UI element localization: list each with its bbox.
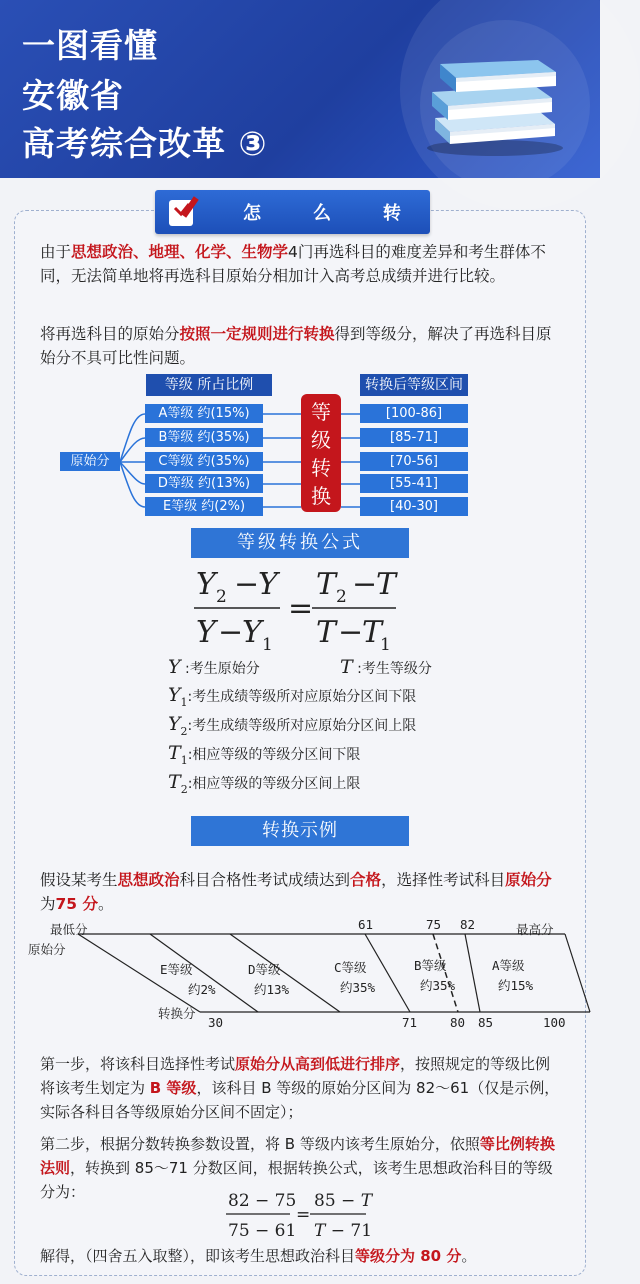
legend-text: :考生成绩等级所对应原始分区间下限 [187, 689, 417, 705]
text: 为 [40, 895, 56, 913]
conversion-formula [190, 560, 410, 656]
tick-61: 61 [358, 917, 374, 932]
legend-text: :相应等级的等级分区间上限 [187, 776, 361, 792]
highlight-text: 等比例转换法则 [40, 1135, 555, 1177]
tick-85: 85 [478, 1015, 494, 1030]
text: 由于 [40, 243, 72, 261]
segment-b-grade: B等级 [414, 958, 447, 973]
text: ，选择性考试科目 [381, 871, 506, 889]
branch-lines [0, 0, 600, 530]
max-score-label: 最高分 [516, 922, 554, 937]
segment-a-pct: 约15% [498, 978, 534, 993]
text: 第二步，根据分数转换参数设置，将 B 等级内该考生原始分，依照 [40, 1135, 480, 1153]
text: 4门再选科目的难度差异和考生群体不同，无法简单地将再选科目原始分相加计入高考总成绩并进行比较。 [40, 243, 546, 285]
grade-box-e: E等级 约(2%) [145, 497, 263, 516]
result-line [40, 1244, 560, 1268]
example-intro [40, 868, 560, 916]
raw-score-root: 原始分 [60, 452, 120, 471]
grade-box-d: D等级 约(13%) [145, 474, 263, 493]
tick-75: 75 [426, 917, 442, 932]
text: 假设某考生 [40, 871, 118, 889]
grade-box-b: B等级 约(35%) [145, 428, 263, 447]
text: ，转换到 85～71 分数区间，根据转换公式，该考生思想政治科目的等级分为： [40, 1159, 553, 1201]
svg-text:1: 1 [262, 635, 273, 655]
svg-text:Y: Y [258, 567, 278, 602]
svg-text:85 − T: 85 − T [314, 1191, 373, 1211]
legend-text: :考生等级分 [357, 661, 432, 677]
text: 科目合格性考试成绩达到 [179, 871, 351, 889]
example-formula [220, 1188, 373, 1244]
label-char: 换 [311, 484, 331, 508]
converted-score-label: 转换分 [158, 1006, 196, 1021]
grade-box-c: C等级 约(35%) [145, 452, 263, 471]
label-char: 级 [311, 428, 331, 452]
grade-conversion-label [301, 394, 341, 512]
svg-text:2: 2 [336, 587, 347, 607]
highlight-text: 按照一定规则进行转换 [179, 325, 335, 343]
legend-y: Y :考生原始分 [168, 656, 260, 678]
svg-text:−: − [234, 567, 260, 602]
highlight-text: 75 分 [55, 895, 98, 913]
title-line-1: 一图看懂 [22, 26, 158, 65]
legend-y2: $Y_2$:考生成绩等级所对应原始分区间上限 [168, 713, 417, 738]
svg-text:75 − 61: 75 − 61 [228, 1221, 297, 1241]
raw-score-label: 原始分 [28, 942, 66, 957]
segment-b-pct: 约35% [420, 978, 456, 993]
svg-text:T: T [362, 615, 383, 650]
legend-text: :考生成绩等级所对应原始分区间上限 [187, 718, 417, 734]
segment-c-grade: C等级 [334, 960, 367, 975]
how-char: 怎 [243, 203, 261, 224]
formula-section-title: 等级转换公式 [191, 528, 409, 558]
text: 得到等级分，解决了再选科目原始分不具可比性问题。 [40, 325, 552, 367]
svg-text:=: = [288, 591, 314, 626]
svg-text:T: T [316, 567, 337, 602]
highlight-text: 原始分 [505, 871, 552, 889]
segment-a-grade: A等级 [492, 958, 525, 973]
highlight-text: B 等级 [149, 1079, 197, 1097]
title-line-3: 高考综合改革 ③ [22, 124, 268, 163]
range-box-b: [85-71] [360, 428, 468, 447]
svg-text:Y: Y [196, 615, 216, 650]
svg-text:Y: Y [196, 567, 216, 602]
legend-t2: $T_2$:相应等级的等级分区间上限 [168, 771, 361, 796]
svg-text:Y: Y [242, 615, 262, 650]
highlight-text: 合格 [350, 871, 382, 889]
highlight-text: 思想政治、地理、化学、生物学 [71, 243, 289, 261]
highlight-text: 原始分从高到低进行排序 [235, 1055, 401, 1073]
label-char: 等 [311, 400, 331, 424]
min-score-label: 最低分 [50, 922, 88, 937]
tick-30: 30 [208, 1015, 224, 1030]
range-box-c: [70-56] [360, 452, 468, 471]
tick-71: 71 [402, 1015, 418, 1030]
how-char: 么 [313, 203, 331, 224]
label-char: 转 [311, 456, 331, 480]
segment-e-pct: 约2% [188, 982, 216, 997]
range-box-d: [55-41] [360, 474, 468, 493]
tick-82: 82 [460, 917, 476, 932]
highlight-text: 思想政治 [117, 871, 180, 889]
svg-text:−: − [218, 615, 244, 650]
tick-100: 100 [543, 1015, 566, 1030]
text: 将再选科目的原始分 [40, 325, 180, 343]
svg-text:2: 2 [216, 587, 227, 607]
svg-text:T − 71: T − 71 [314, 1221, 373, 1241]
segment-e-grade: E等级 [160, 962, 193, 977]
range-box-a: [100-86] [360, 404, 468, 423]
svg-text:1: 1 [380, 635, 391, 655]
how-char: 转 [383, 203, 401, 224]
segment-d-pct: 约13% [254, 982, 290, 997]
text: ，该科目 B 等级的原始分区间为 82～61（仅是示例，实际各科目各等级原始分区间不固定）； [40, 1079, 560, 1121]
step-one [40, 1052, 560, 1124]
text: 解得，（四舍五入取整），即该考生思想政治科目 [40, 1247, 356, 1265]
svg-text:T: T [376, 567, 397, 602]
legend-t: T :考生等级分 [340, 656, 432, 678]
text: ，按照规定的等级比例将该考生划定为 [40, 1055, 551, 1097]
tick-80: 80 [450, 1015, 466, 1030]
segment-c-pct: 约35% [340, 980, 376, 995]
legend-text: :相应等级的等级分区间下限 [187, 747, 361, 763]
range-header: 转换后等级区间 [360, 374, 468, 396]
grade-box-a: A等级 约(15%) [145, 404, 263, 423]
svg-text:=: = [296, 1205, 311, 1225]
svg-text:−: − [338, 615, 364, 650]
legend-text: :考生原始分 [185, 661, 260, 677]
title-line-2: 安徽省 [22, 76, 124, 115]
text: 。 [97, 895, 114, 913]
grade-header: 等级 所占比例 [146, 374, 272, 396]
svg-text:−: − [352, 567, 378, 602]
highlight-text: 等级分为 80 分 [355, 1247, 462, 1265]
text: 。 [461, 1247, 477, 1265]
svg-text:82 − 75: 82 − 75 [228, 1191, 297, 1211]
svg-text:T: T [316, 615, 337, 650]
legend-t1: $T_1$:相应等级的等级分区间下限 [168, 742, 361, 767]
range-box-e: [40-30] [360, 497, 468, 516]
example-section-title: 转换示例 [191, 816, 409, 846]
text: 第一步，将该科目选择性考试 [40, 1055, 236, 1073]
segment-d-grade: D等级 [248, 962, 281, 977]
legend-y1: $Y_1$:考生成绩等级所对应原始分区间下限 [168, 684, 417, 709]
